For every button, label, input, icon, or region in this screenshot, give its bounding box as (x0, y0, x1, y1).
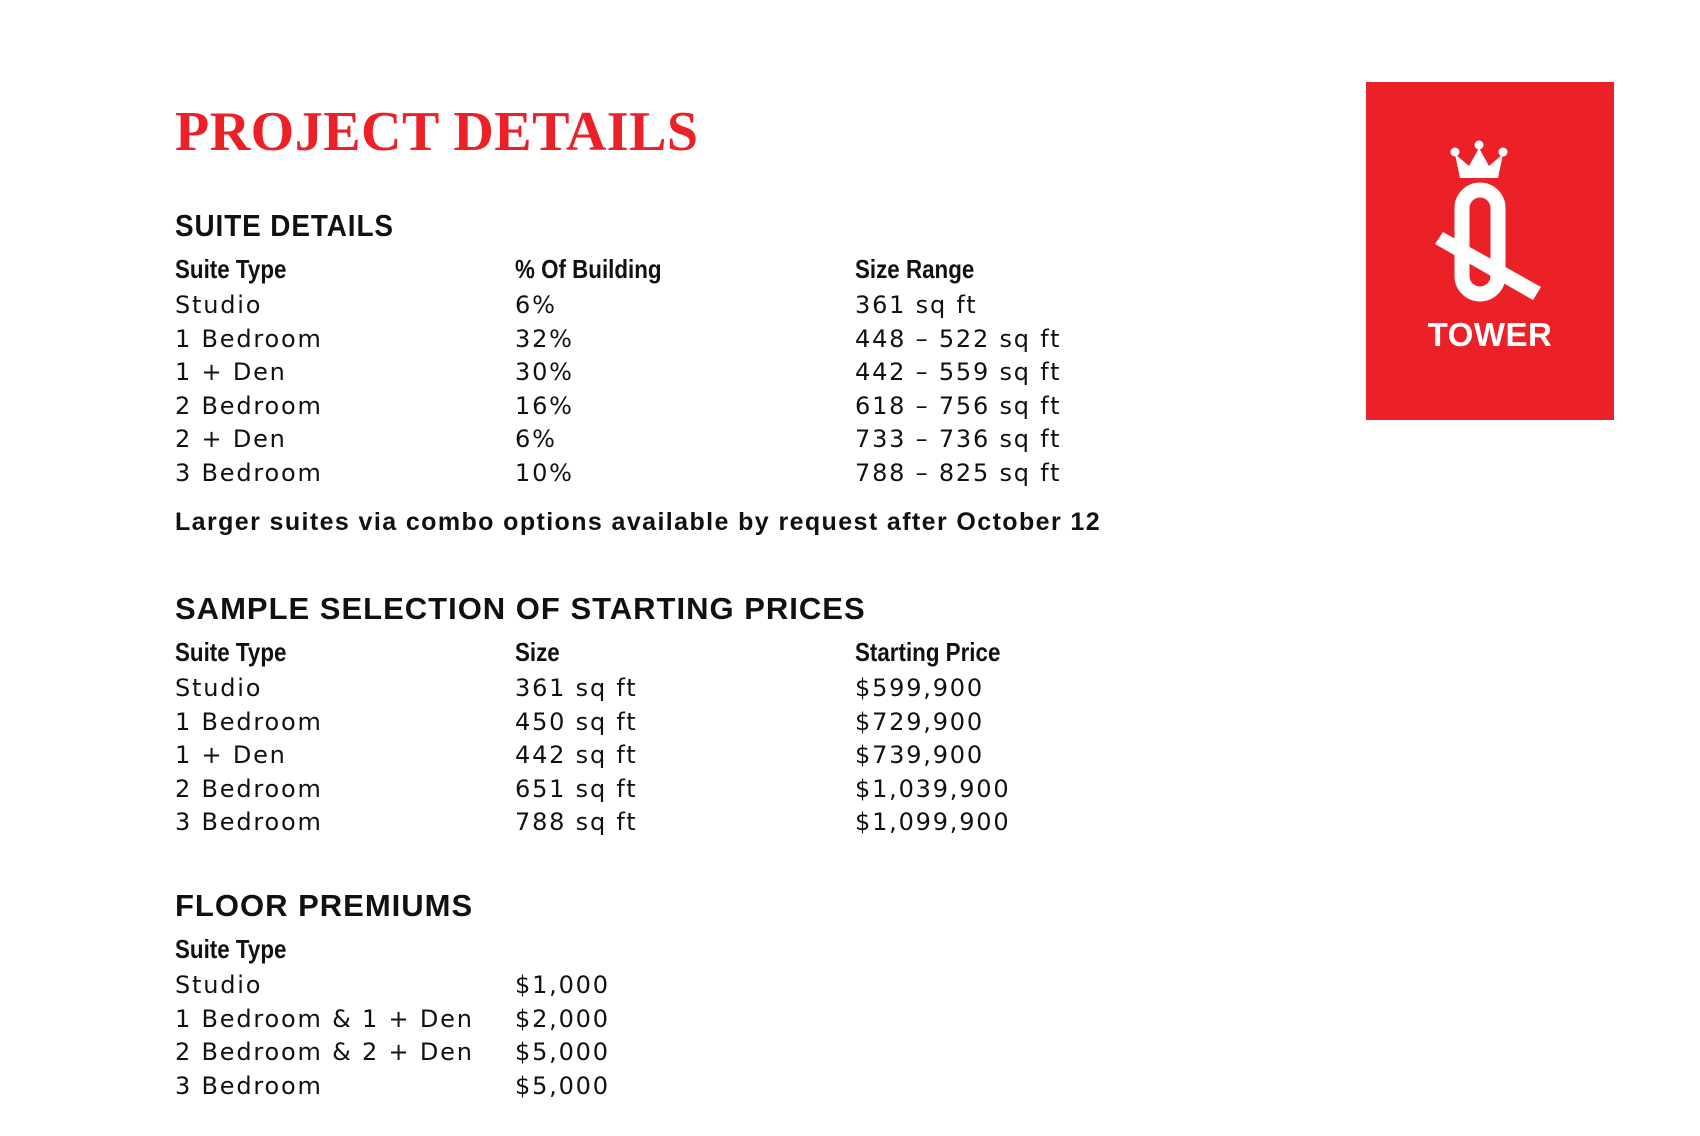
table-row (175, 1036, 610, 1070)
price-cell: $1,039,900 (855, 774, 1011, 803)
suite-type-cell: 3 Bedroom (175, 1071, 323, 1100)
table-row (175, 390, 1101, 424)
percent-cell: 6% (515, 425, 557, 454)
premium-cell: $5,000 (515, 1071, 610, 1100)
suite-type-cell: 1 + Den (175, 741, 287, 770)
combo-options-note: Larger suites via combo options available by request after October 12 (175, 507, 1102, 536)
column-header-starting-price: Starting Price (855, 637, 1001, 667)
table-row (175, 356, 1101, 390)
size-range-cell: 733 – 736 sq ft (855, 425, 1062, 454)
size-cell: 450 sq ft (515, 707, 638, 736)
percent-cell: 6% (515, 291, 557, 319)
suite-details-section (175, 207, 1101, 539)
percent-cell: 16% (515, 391, 574, 420)
starting-prices-section (175, 590, 1011, 840)
suite-type-cell: 2 Bedroom (175, 391, 323, 420)
q-tower-logo (1366, 82, 1614, 420)
column-header-size-range: Size Range (855, 254, 975, 284)
logo-tower-text: TOWER (1427, 316, 1553, 353)
size-range-cell: 442 – 559 sq ft (855, 358, 1062, 387)
table-row (175, 1070, 610, 1104)
premium-cell: $5,000 (515, 1038, 610, 1067)
size-cell: 442 sq ft (515, 741, 638, 770)
crowned-q-icon (1366, 82, 1614, 420)
percent-cell: 32% (515, 324, 574, 353)
size-cell: 651 sq ft (515, 774, 638, 803)
starting-prices-heading: SAMPLE SELECTION OF STARTING PRICES (175, 591, 866, 626)
table-row (175, 423, 1101, 457)
price-cell: $599,900 (855, 674, 984, 702)
table-row (175, 1003, 610, 1037)
column-header-suite-type: Suite Type (175, 934, 287, 964)
suite-type-cell: 3 Bedroom (175, 458, 323, 487)
price-cell: $729,900 (855, 707, 984, 736)
size-range-cell: 448 – 522 sq ft (855, 324, 1062, 353)
column-header-suite-type: Suite Type (175, 637, 287, 667)
floor-premiums-heading: FLOOR PREMIUMS (175, 888, 474, 923)
column-header-percent-of-building: % Of Building (515, 254, 662, 284)
suite-details-header-row (175, 249, 1101, 289)
page-title: PROJECT DETAILS (175, 101, 699, 163)
table-row (175, 457, 1101, 491)
table-row (175, 739, 984, 773)
column-header-size: Size (515, 637, 560, 667)
suite-type-cell: 2 + Den (175, 425, 287, 454)
table-row (175, 289, 1101, 323)
table-row (175, 773, 1011, 807)
table-row (175, 806, 1011, 840)
floor-premiums-section (175, 887, 610, 1103)
premium-cell: $1,000 (515, 971, 610, 999)
suite-type-cell: 1 Bedroom & 1 + Den (175, 1004, 474, 1033)
table-row (175, 969, 610, 1003)
size-cell: 361 sq ft (515, 674, 638, 702)
price-cell: $739,900 (855, 741, 984, 770)
percent-cell: 10% (515, 458, 574, 487)
suite-type-cell: Studio (175, 971, 263, 999)
size-range-cell: 361 sq ft (855, 291, 978, 319)
price-cell: $1,099,900 (855, 808, 1011, 837)
suite-type-cell: 2 Bedroom (175, 774, 323, 803)
suite-type-cell: 1 Bedroom (175, 324, 323, 353)
size-range-cell: 618 – 756 sq ft (855, 391, 1062, 420)
suite-type-cell: Studio (175, 291, 263, 319)
percent-cell: 30% (515, 358, 574, 387)
starting-prices-header-row (175, 632, 1001, 672)
table-row (175, 672, 984, 706)
table-row (175, 706, 984, 740)
size-range-cell: 788 – 825 sq ft (855, 458, 1062, 487)
floor-premiums-header-row (175, 929, 473, 969)
size-cell: 788 sq ft (515, 808, 638, 837)
suite-type-cell: 3 Bedroom (175, 808, 323, 837)
suite-details-heading: SUITE DETAILS (175, 208, 394, 243)
suite-type-cell: 2 Bedroom & 2 + Den (175, 1038, 474, 1067)
column-header-suite-type: Suite Type (175, 254, 287, 284)
table-row (175, 323, 1101, 357)
suite-type-cell: Studio (175, 674, 263, 702)
premium-cell: $2,000 (515, 1004, 610, 1033)
suite-type-cell: 1 + Den (175, 358, 287, 387)
suite-type-cell: 1 Bedroom (175, 707, 323, 736)
